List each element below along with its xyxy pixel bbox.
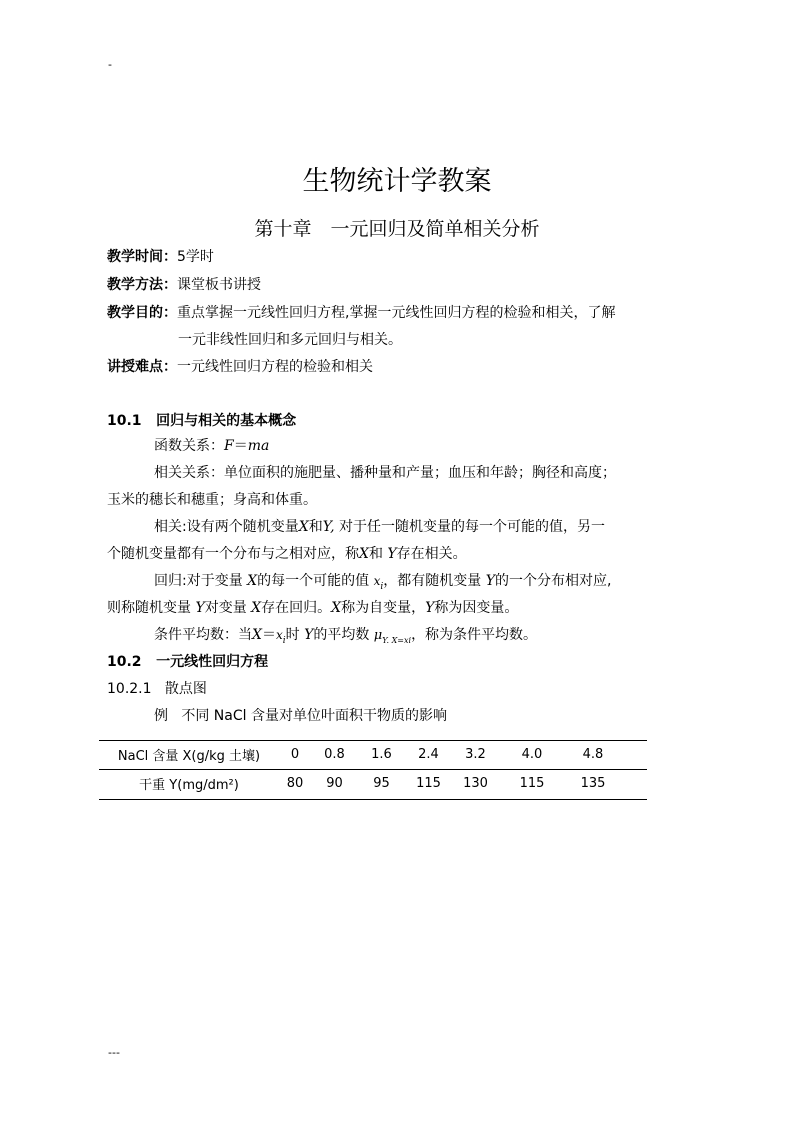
table-cell: 4.0 bbox=[521, 747, 543, 762]
var-Y: Y bbox=[304, 627, 314, 643]
table-row bbox=[99, 769, 621, 798]
nacl-data-table bbox=[99, 740, 621, 798]
text: 和 bbox=[308, 519, 323, 535]
section-title: 回归与相关的基本概念 bbox=[156, 413, 297, 429]
example-label: 例 bbox=[154, 708, 168, 724]
function-label: 函数关系： bbox=[154, 438, 224, 454]
var-X: X bbox=[251, 600, 262, 616]
formula-F: F bbox=[224, 438, 234, 454]
conditional-mean bbox=[154, 624, 537, 646]
table-cell: 3.2 bbox=[465, 747, 486, 762]
text: ，称为条件平均数。 bbox=[411, 627, 538, 643]
section-10-2-heading bbox=[107, 651, 268, 671]
table-row bbox=[99, 740, 621, 769]
section-number: 10.1 bbox=[107, 413, 142, 429]
var-X: X bbox=[298, 519, 309, 535]
text: 称为因变量。 bbox=[434, 600, 519, 616]
subscript-i: i bbox=[282, 635, 286, 646]
regression-def-line2 bbox=[107, 597, 518, 617]
var-X: X bbox=[247, 573, 258, 589]
subscript-i: i bbox=[380, 581, 384, 592]
teaching-goal-line2: 一元非线性回归和多元回归与相关。 bbox=[178, 332, 402, 348]
document-title: 生物统计学教案 bbox=[302, 166, 492, 197]
text: 则称随机变量 bbox=[107, 600, 191, 616]
table-cell: 0 bbox=[290, 747, 300, 762]
teaching-goal-label: 教学目的： bbox=[107, 305, 177, 321]
text: 相关:设有两个随机变量 bbox=[154, 519, 299, 535]
var-Y: Y bbox=[485, 573, 495, 589]
table-cell: 90 bbox=[326, 776, 343, 791]
text: ，都有随机变量 bbox=[383, 573, 482, 589]
text: 条件平均数：当 bbox=[154, 627, 252, 643]
section-title: 散点图 bbox=[164, 681, 207, 697]
section-10-2-1-heading bbox=[107, 678, 207, 698]
var-Y: Y bbox=[195, 600, 205, 616]
table-cell: 1.6 bbox=[371, 747, 392, 762]
var-Y: Y, bbox=[322, 519, 335, 535]
text: 和 bbox=[368, 546, 383, 562]
table-cell: 135 bbox=[580, 776, 606, 791]
correlation-line2: 玉米的穗长和穗重；身高和体重。 bbox=[107, 492, 317, 508]
section-number: 10.2 bbox=[107, 654, 142, 670]
example-text: 不同 NaCl 含量对单位叶面积干物质的影响 bbox=[181, 708, 447, 724]
teaching-method-value: 课堂板书讲授 bbox=[177, 277, 261, 293]
text: 个随机变量都有一个分布与之相对应，称 bbox=[107, 546, 359, 562]
text: 称为自变量， bbox=[341, 600, 426, 616]
var-X: X bbox=[331, 600, 342, 616]
teaching-difficulty-label: 讲授难点： bbox=[107, 359, 177, 375]
text: 对变量 bbox=[204, 600, 247, 616]
var-X: X bbox=[359, 546, 369, 562]
text: 对于任一随机变量的每一个可能的值，另一 bbox=[339, 519, 606, 535]
chapter-title: 第十章 一元回归及简单相关分析 bbox=[254, 218, 540, 240]
row-label-dry-weight: 干重 Y(mg/dm²) bbox=[139, 778, 239, 793]
table-cell: 130 bbox=[463, 776, 488, 791]
text: ＝ bbox=[261, 627, 276, 643]
text: 的一个分布相对应, bbox=[494, 573, 612, 589]
formula-ma: ma bbox=[247, 438, 270, 454]
teaching-difficulty-value: 一元线性回归方程的检验和相关 bbox=[177, 359, 373, 375]
teaching-goal bbox=[107, 302, 615, 322]
mu-subscript: Y. X=xi bbox=[382, 635, 412, 645]
var-x: x bbox=[275, 628, 283, 642]
formula-eq: ＝ bbox=[233, 438, 248, 454]
row-label-nacl: NaCl 含量 X(g/kg 土壤) bbox=[117, 749, 261, 764]
table-bottom-rule bbox=[99, 799, 647, 800]
text: 的每一个可能的值 bbox=[257, 573, 370, 589]
regression-def-line1 bbox=[154, 570, 611, 592]
table-cell: 80 bbox=[286, 776, 304, 791]
var-x: x bbox=[373, 574, 381, 588]
function-relation bbox=[154, 435, 269, 455]
var-X: X bbox=[252, 627, 262, 643]
section-title: 一元线性回归方程 bbox=[156, 654, 269, 670]
text: 的平均数 bbox=[313, 627, 370, 643]
correlation-def-line1 bbox=[154, 516, 605, 536]
teaching-method-label: 教学方法： bbox=[107, 277, 177, 293]
table-cell: 0.8 bbox=[324, 747, 345, 762]
table-cell: 115 bbox=[416, 776, 441, 791]
correlation-line1: 相关关系：单位面积的施肥量、播种量和产量；血压和年龄；胸径和高度； bbox=[154, 465, 616, 481]
var-Y: Y bbox=[387, 546, 397, 562]
table-cell: 2.4 bbox=[418, 747, 439, 762]
header-mark: - bbox=[108, 58, 112, 71]
var-Y: Y bbox=[425, 600, 435, 616]
teaching-goal-line1: 重点掌握一元线性回归方程,掌握一元线性回归方程的检验和相关，了解 bbox=[177, 305, 616, 321]
teaching-method bbox=[107, 274, 261, 294]
mu-symbol: μ bbox=[373, 628, 383, 643]
table-cell: 115 bbox=[519, 776, 545, 791]
table-cell: 95 bbox=[373, 776, 390, 791]
text: 回归:对于变量 bbox=[154, 573, 243, 589]
text: 时 bbox=[285, 627, 300, 643]
section-number: 10.2.1 bbox=[107, 681, 152, 697]
correlation-def-line2 bbox=[107, 543, 467, 563]
table-cell: 4.8 bbox=[582, 747, 604, 762]
teaching-time-value: 5学时 bbox=[177, 249, 214, 265]
text: 存在相关。 bbox=[396, 546, 467, 562]
example-caption bbox=[154, 705, 447, 725]
teaching-time-label: 教学时间： bbox=[107, 249, 177, 265]
teaching-difficulty bbox=[107, 356, 373, 376]
teaching-time bbox=[107, 246, 214, 266]
text: 存在回归。 bbox=[261, 600, 332, 616]
footer-mark: --- bbox=[108, 1046, 120, 1059]
section-10-1-heading bbox=[107, 410, 296, 430]
